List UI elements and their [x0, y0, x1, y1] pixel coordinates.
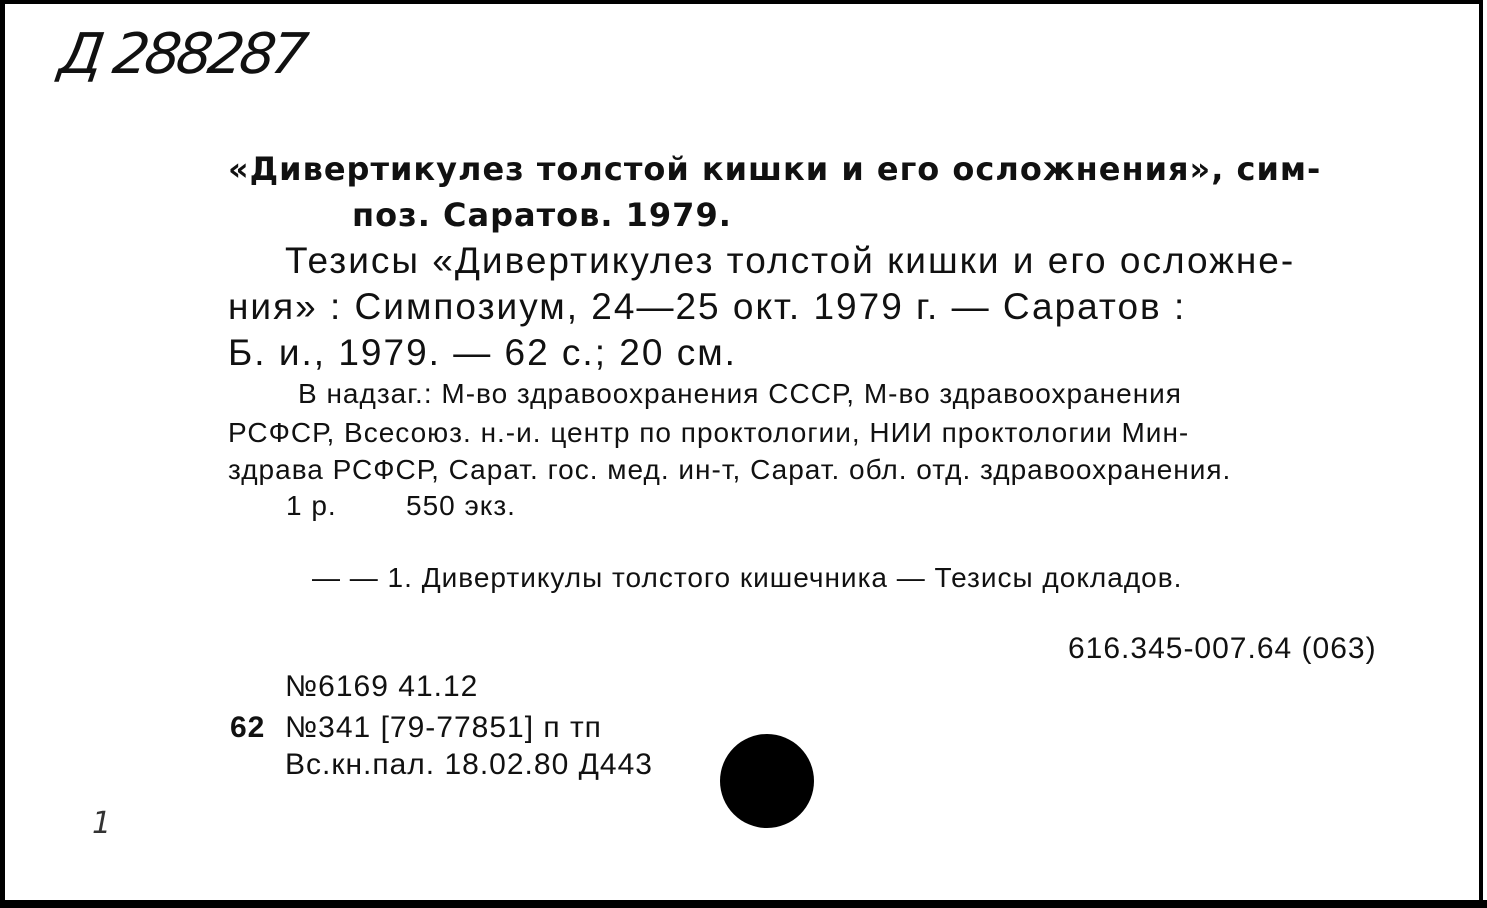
card-left-border — [0, 0, 5, 908]
udc-code: 616.345-007.64 (063) — [1068, 632, 1377, 665]
subject-heading: — — 1. Дивертикулы толстого кишечника — Тезисы докладов. — [312, 562, 1183, 593]
note-line-1: В надзаг.: М-во здравоохранения СССР, М-во здравоохранения — [298, 378, 1182, 409]
note-line-2: РСФСР, Всесоюз. н.-и. центр по проктологии, НИИ проктологии Мин- — [228, 417, 1190, 448]
punch-hole — [720, 734, 814, 828]
description-line-2: ния» : Симпозиум, 24—25 окт. 1979 г. — Саратов : — [228, 286, 1187, 327]
handwritten-inventory-number: Д 288287 — [55, 22, 308, 87]
record-prefix: 62 — [230, 711, 266, 744]
pencil-mark: 1 — [92, 806, 112, 841]
title-line-1 — [228, 150, 1398, 188]
copies: 550 экз. — [406, 490, 516, 521]
record-line-3: Вс.кн.пал. 18.02.80 Д443 — [285, 748, 653, 781]
note-line-3: здрава РСФСР, Сарат. гос. мед. ин-т, Сарат. обл. отд. здравоохранения. — [228, 454, 1232, 485]
record-line-2: №341 [79-77851] п тп — [285, 711, 602, 744]
title-line-2: поз. Саратов. 1979. — [352, 196, 732, 234]
record-line-1: №6169 41.12 — [285, 670, 479, 703]
description-line-3: Б. и., 1979. — 62 с.; 20 см. — [228, 332, 737, 373]
title-line-1-text: «Дивертикулез толстой кишки и его осложнения», сим- — [228, 150, 1322, 188]
price: 1 р. — [286, 490, 337, 521]
description-line-1: Тезисы «Дивертикулез толстой кишки и его осложне- — [285, 240, 1296, 281]
card-bottom-border — [0, 900, 1487, 908]
